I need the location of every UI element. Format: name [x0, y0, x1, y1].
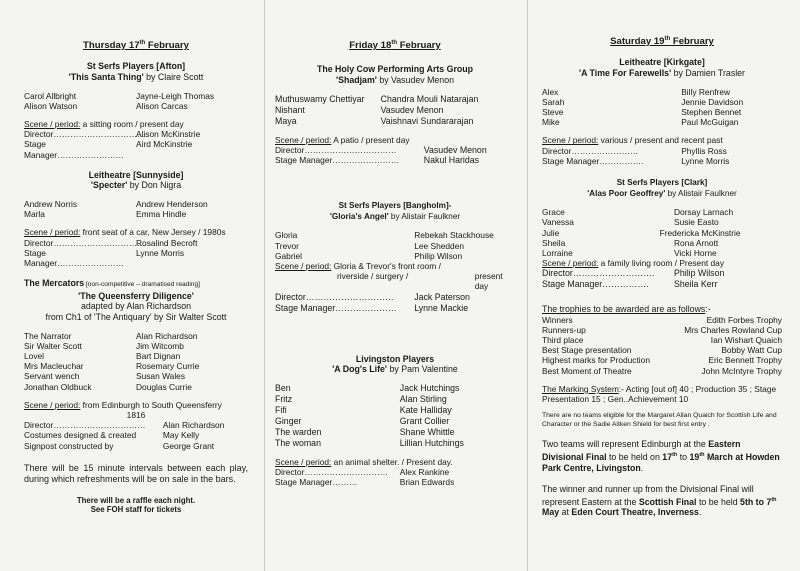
- play-title-line: 'Gloria's Angel' by Alistair Faulkner: [329, 211, 461, 221]
- cast-row: The warden Shane Whittle: [275, 426, 455, 437]
- trophies-section: [542, 304, 782, 375]
- crew-row: Stage Manager…………………… Lynne Morris: [24, 247, 185, 268]
- cast-row: Fritz Alan Stirling: [275, 393, 447, 404]
- cast-row: Mike Paul McGuigan: [542, 117, 739, 128]
- crew-row: Signpost constructed by George Grant: [24, 440, 215, 451]
- trophy-row: Highest marks for Production Eric Bennett Trophy: [542, 355, 782, 366]
- cast-row: Sir Walter Scott Jim Witcomb: [24, 340, 184, 351]
- cast-row: The Narrator Alan Richardson: [24, 330, 198, 341]
- group-name: St Serfs Players [Clark]: [616, 178, 708, 187]
- group-name: Livingston Players: [355, 353, 435, 364]
- cast-row: Ginger Grant Collier: [275, 415, 450, 426]
- marking-system: The Marking System:- Acting [out of] 40 ; Production 35 ; Stage Presentation 15 ; Gen..Achievement 10: [542, 383, 777, 405]
- cast-row: Carol Allbright Jayne-Leigh Thomas: [24, 90, 215, 101]
- play-title-line: 'Specter' by Don Nigra: [90, 180, 182, 191]
- group-name: Leitheatre [Kirkgate]: [619, 57, 705, 68]
- cast-row: Muthuswamy Chettiyar Chandra Mouli Natarajan: [275, 93, 479, 104]
- trophy-row: Best Stage presentation Bobby Watt Cup: [542, 345, 782, 356]
- adaptation-line: adapted by Alan Richardson: [80, 301, 192, 312]
- scene-period: Scene / period: front seat of a car, New Jersey / 1980s: [24, 227, 226, 238]
- cast-row: Mrs Macleuchar Rosemary Currie: [24, 361, 200, 372]
- play-block: [542, 57, 782, 166]
- thursday-column: [0, 0, 264, 571]
- scottish-final-note: The winner and runner up from the Divisional Final will represent Eastern at the Scottish Final to be held 5th to 7th May at Eden Court Theatre, Inverness.: [542, 483, 777, 518]
- divisional-final-note: Two teams will represent Edinburgh at the Eastern Divisional Final to be held on 17th to 19th March at Howden Park Centre, Livingston.: [542, 439, 780, 473]
- crew-row: Director…………………… Phyllis Ross: [542, 145, 727, 156]
- saturday-column: [527, 0, 800, 571]
- crew-row: Director…………………………… Vasudev Menon: [275, 144, 487, 155]
- eligibility-note: There are no teams eligible for the Margaret Allan Quaich for Scottish Life and Character or the Sadie Aitken Shield for best first entry .: [542, 412, 777, 428]
- scene-period: Scene / period: A patio / present day: [275, 134, 410, 145]
- play-title-line: 'Alas Poor Geoffrey' by Alistair Faulkner: [587, 188, 737, 198]
- crew-row: Director………………………… Jack Paterson: [275, 291, 470, 302]
- scene-period-cont: riverside / surgery / present day: [337, 271, 503, 292]
- cast-row: Andrew Norris Andrew Henderson: [24, 198, 208, 209]
- cast-row: Julie Fredericka McKinstrie: [542, 227, 741, 238]
- crew-row: Stage Manager……… Brian Edwards: [275, 477, 455, 488]
- trophy-row: Winners Edith Forbes Trophy: [542, 314, 782, 325]
- group-name: St Serfs Players [Afton]: [86, 61, 186, 72]
- cast-row: Alison Watson Alison Carcas: [24, 100, 188, 111]
- intervals-note: There will be 15 minute intervals between each play, during which refreshments will be on sale in the bars.: [24, 462, 248, 485]
- cast-row: Alex Billy Renfrew: [542, 86, 731, 97]
- cast-row: Grace Dorsay Larnach: [542, 207, 734, 218]
- play-title: 'The Queensferry Diligence': [78, 290, 194, 301]
- adaptation-source: from Ch1 of 'The Antiquary' by Sir Walter Scott: [45, 311, 227, 322]
- play-block: [275, 201, 515, 313]
- cast-row: Vanessa Susie Easto: [542, 217, 719, 228]
- raffle-tickets-note: See FOH staff for tickets: [90, 505, 182, 515]
- cast-row: Nishant Vasudev Menon: [275, 104, 444, 115]
- trophies-title: The trophies to be awarded are as follows:-: [542, 304, 711, 315]
- day-heading: Saturday 19th February: [610, 36, 714, 48]
- scene-period: Scene / period: various / present and recent past: [542, 135, 723, 146]
- group-name: The Mercators [non-competitive – dramatised reading]: [24, 278, 200, 289]
- scene-period: Scene / period: Gloria & Trevor's front room /: [275, 260, 441, 271]
- crew-row: Director………………………. Philip Wilson: [542, 268, 725, 279]
- play-block: [24, 61, 248, 159]
- raffle-note: There will be a raffle each night.: [76, 495, 196, 505]
- cast-row: Marla Emma Hindle: [24, 209, 187, 220]
- play-block: [275, 64, 515, 165]
- crew-row: Stage Manager……………. Lynne Morris: [542, 155, 730, 166]
- cast-row: Lovel Bart Dignan: [24, 350, 181, 361]
- trophy-row: Runners-up Mrs Charles Rowland Cup: [542, 324, 782, 335]
- crew-row: Costumes designed & created May Kelly: [24, 430, 200, 441]
- cast-row: Steve Stephen Bennet: [542, 106, 742, 117]
- trophy-row: Third place Ian Wishart Quaich: [542, 335, 782, 346]
- crew-row: Stage Manager……………. Sheila Kerr: [542, 279, 718, 290]
- play-block: [275, 354, 515, 488]
- crew-row: Stage Manager………………… Lynne Mackie: [275, 302, 469, 313]
- scene-year: 1816: [126, 410, 146, 420]
- day-heading: Friday 18th February: [349, 40, 441, 52]
- group-name: The Holy Cow Performing Arts Group: [316, 64, 474, 75]
- crew-row: Director…………………………… Alan Richardson: [24, 420, 225, 431]
- crew-row: Stage Manager…………………… Aird McKinstrie: [24, 139, 193, 160]
- cast-row: Sarah Jennie Davidson: [542, 96, 744, 107]
- cast-row: Servant wench Susan Wales: [24, 371, 186, 382]
- play-block: [24, 278, 248, 451]
- play-title-line: 'This Santa Thing' by Claire Scott: [68, 71, 204, 82]
- trophy-row: Best Moment of Theatre John McIntyre Trophy: [542, 365, 782, 376]
- cast-row: Maya Vaishnavi Sundararajan: [275, 115, 474, 126]
- play-title-line: 'A Dog's Life' by Pam Valentine: [332, 364, 458, 375]
- cast-row: Lorraine Vicki Horne: [542, 248, 717, 258]
- crew-row: Director…………………………… Alison McKinstrie: [24, 129, 201, 140]
- group-name: Leitheatre [Sunnyside]: [88, 169, 184, 180]
- play-block: [542, 178, 782, 290]
- group-name: St Serfs Players [Bangholm]-: [338, 201, 452, 211]
- cast-row: Jonathan Oldbuck Douglas Currie: [24, 381, 192, 392]
- cast-row: Trevor Lee Shedden: [275, 240, 465, 251]
- day-heading: Thursday 17th February: [83, 40, 189, 52]
- cast-row: Gloria Rebekah Stackhouse: [275, 230, 494, 241]
- cast-row: Gabriel Philip Wilson: [275, 250, 463, 261]
- crew-row: Stage Manager…………………… Nakul Haridas: [275, 154, 480, 165]
- scene-period: Scene / period: from Edinburgh to South Queensferry: [24, 399, 222, 410]
- scene-period: Scene / period: an animal shelter. / Present day.: [275, 456, 453, 467]
- play-block: [24, 170, 248, 268]
- crew-row: Director…………………………… Rosalind Becroft: [24, 237, 198, 248]
- crew-row: Director………………………… Alex Rankine: [275, 466, 450, 477]
- cast-row: Ben Jack Hutchings: [275, 382, 460, 393]
- cast-row: Fifi Kate Halliday: [275, 404, 452, 415]
- play-title-line: 'A Time For Farewells' by Damien Trasler: [578, 67, 745, 78]
- cast-row: The woman Lillian Hutchings: [275, 437, 464, 448]
- play-title-line: 'Shadjam' by Vasudev Menon: [336, 74, 454, 85]
- scene-period: Scene / period: a family living room / Present day: [542, 258, 725, 269]
- friday-column: [264, 0, 527, 571]
- scene-period: Scene / period: a sitting room / present day: [24, 118, 184, 129]
- cast-row: Sheila Rona Arnott: [542, 237, 719, 248]
